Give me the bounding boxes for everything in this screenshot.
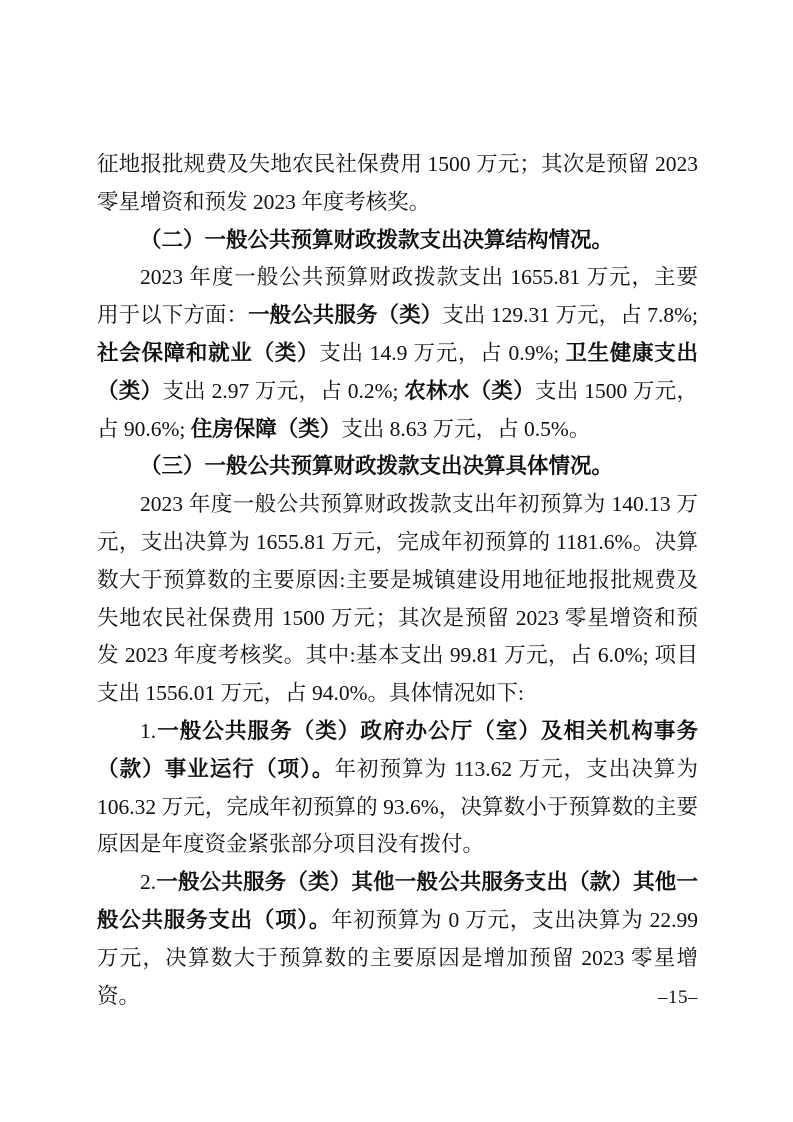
paragraph	[97, 486, 698, 713]
bold-text-run: 一般公共服务（类）其他一般公共服务支出（款）其他一般公共服务支出（项）。	[97, 870, 698, 932]
text-run: 征地报批规费及失地农民社保费用 1500 万元；其次是预留 2023 零星增资和预发 2023 年度考核奖。	[97, 152, 698, 214]
bold-text-run: 住房保障（类）	[190, 416, 342, 441]
bold-text-run: 社会保障和就业（类）	[97, 340, 320, 365]
text-run: 支出 2.97 万元，占 0.2%;	[162, 378, 405, 403]
text-run: 年初预算为 0 万元，支出决算为 22.99 万元，决算数大于预算数的主要原因是增加预留 2023 零星增资。	[97, 907, 698, 1008]
bold-text-run: 一般公共服务（类）	[248, 303, 443, 328]
bold-text-run: 农林水（类）	[404, 378, 535, 403]
text-run: 2023 年度一般公共预算财政拨款支出 1655.81 万元，主要用于以下方面：	[97, 265, 698, 328]
text-run: 支出 14.9 万元，占 0.9%;	[319, 340, 566, 365]
paragraph	[97, 146, 698, 222]
page-number: –15–	[658, 987, 698, 1008]
text-run: 2.	[140, 870, 157, 895]
text-run: 支出 1500 万元，占 90.6%;	[97, 378, 698, 441]
paragraph	[97, 713, 698, 864]
bold-text-run: 卫生健康支出（类）	[97, 340, 698, 403]
text-run: 支出 8.63 万元，占 0.5%。	[341, 416, 591, 441]
text-run: 2023 年度一般公共预算财政拨款支出年初预算为 140.13 万元，支出决算为 1655.81 万元，完成年初预算的 1181.6%。决算数大于预算数的主要原因:主要是城镇建设用地征地报批规费及失地农民社保费用 1500 万元；其次是预留 2023 零星增资和预发 2023 年度考核奖。其中:基本支出 99.81 万元，占 6.0%; 项目支出 1556.01 万元，占 94.0%。具体情况如下:	[97, 492, 698, 706]
section-heading	[97, 222, 698, 260]
text-run: 年初预算为 113.62 万元，支出决算为 106.32 万元，完成年初预算的 93.6%，决算数小于预算数的主要原因是年度资金紧张部分项目没有拨付。	[97, 756, 698, 857]
bold-text-run: （二）一般公共预算财政拨款支出决算结构情况。	[140, 227, 614, 252]
section-heading	[97, 448, 698, 486]
document-body	[97, 146, 698, 1015]
paragraph	[97, 259, 698, 448]
text-run: 1.	[140, 718, 157, 743]
text-run: 支出 129.31 万元，占 7.8%;	[442, 303, 698, 328]
bold-text-run: （三）一般公共预算财政拨款支出决算具体情况。	[140, 454, 614, 479]
bold-text-run: 一般公共服务（类）政府办公厅（室）及相关机构事务（款）事业运行（项）。	[97, 718, 698, 781]
